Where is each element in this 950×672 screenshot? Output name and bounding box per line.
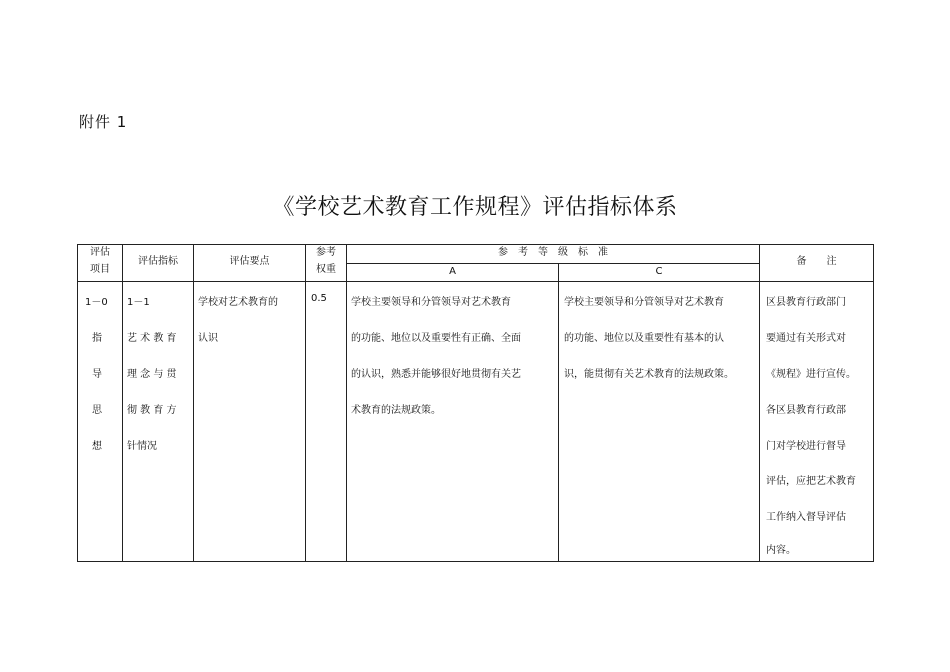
header-key-points: 评估要点 xyxy=(229,256,270,267)
remark-line: 评估，应把艺术教育 xyxy=(766,476,856,487)
table-border-left xyxy=(77,244,78,562)
indicator-line: 理 念 与 贯 xyxy=(127,369,177,380)
header-bottom-border xyxy=(77,281,874,282)
header-item-line1: 评估 xyxy=(90,247,110,258)
indicator-line: 彻 教 育 方 xyxy=(127,405,177,416)
indicator-code: 1－1 xyxy=(127,297,150,308)
indicator-line: 艺 术 教 育 xyxy=(127,333,177,344)
remark-line: 《规程》进行宣传。 xyxy=(766,369,856,380)
col-divider xyxy=(122,244,123,562)
col-divider xyxy=(558,263,559,562)
header-grade-a: A xyxy=(449,266,456,277)
table-border-top xyxy=(77,244,874,245)
attachment-label: 附件 1 xyxy=(79,113,128,131)
grade-c-line: 识，能贯彻有关艺术教育的法规政策。 xyxy=(564,369,734,380)
header-remarks: 备 注 xyxy=(796,256,837,267)
grade-a-line: 术教育的法规政策。 xyxy=(351,405,441,416)
table-border-bottom xyxy=(77,561,874,562)
item-char: 指 xyxy=(92,333,102,344)
remark-line: 要通过有关形式对 xyxy=(766,333,846,344)
col-divider xyxy=(305,244,306,562)
header-item-line2: 项目 xyxy=(90,264,110,275)
header-indicator: 评估指标 xyxy=(138,256,178,267)
header-weight-line1: 参考 xyxy=(316,247,336,258)
grade-a-line: 的认识，熟悉并能够很好地贯彻有关艺 xyxy=(351,369,521,380)
header-grade-c: C xyxy=(655,266,663,277)
grade-c-line: 的功能、地位以及重要性有基本的认 xyxy=(564,333,724,344)
remark-line: 门对学校进行督导 xyxy=(766,441,846,452)
evaluation-table xyxy=(77,244,874,562)
remark-line: 各区县教育行政部 xyxy=(766,405,846,416)
col-divider xyxy=(759,244,760,562)
remark-line: 内容。 xyxy=(766,545,796,556)
col-divider xyxy=(346,244,347,562)
weight-value: 0.5 xyxy=(311,293,327,304)
item-char: 导 xyxy=(92,369,102,380)
grade-a-line: 学校主要领导和分管领导对艺术教育 xyxy=(351,297,511,308)
key-point-line: 认识 xyxy=(198,333,218,344)
table-border-right xyxy=(873,244,874,562)
standard-divider xyxy=(346,263,760,264)
grade-c-line: 学校主要领导和分管领导对艺术教育 xyxy=(564,297,724,308)
indicator-line: 针情况 xyxy=(127,441,157,452)
grade-a-line: 的功能、地位以及重要性有正确、全面 xyxy=(351,333,521,344)
item-char: 想 xyxy=(92,441,102,452)
item-code: 1－0 xyxy=(85,297,108,308)
header-weight-line2: 权重 xyxy=(316,264,336,275)
document-title: 《学校艺术教育工作规程》评估指标体系 xyxy=(272,195,678,220)
item-char: 思 xyxy=(92,405,102,416)
header-standard: 参 考 等 级 标 准 xyxy=(498,247,608,258)
col-divider xyxy=(193,244,194,562)
remark-line: 工作纳入督导评估 xyxy=(766,512,846,523)
remark-line: 区县教育行政部门 xyxy=(766,297,846,308)
key-point-line: 学校对艺术教育的 xyxy=(198,297,278,308)
